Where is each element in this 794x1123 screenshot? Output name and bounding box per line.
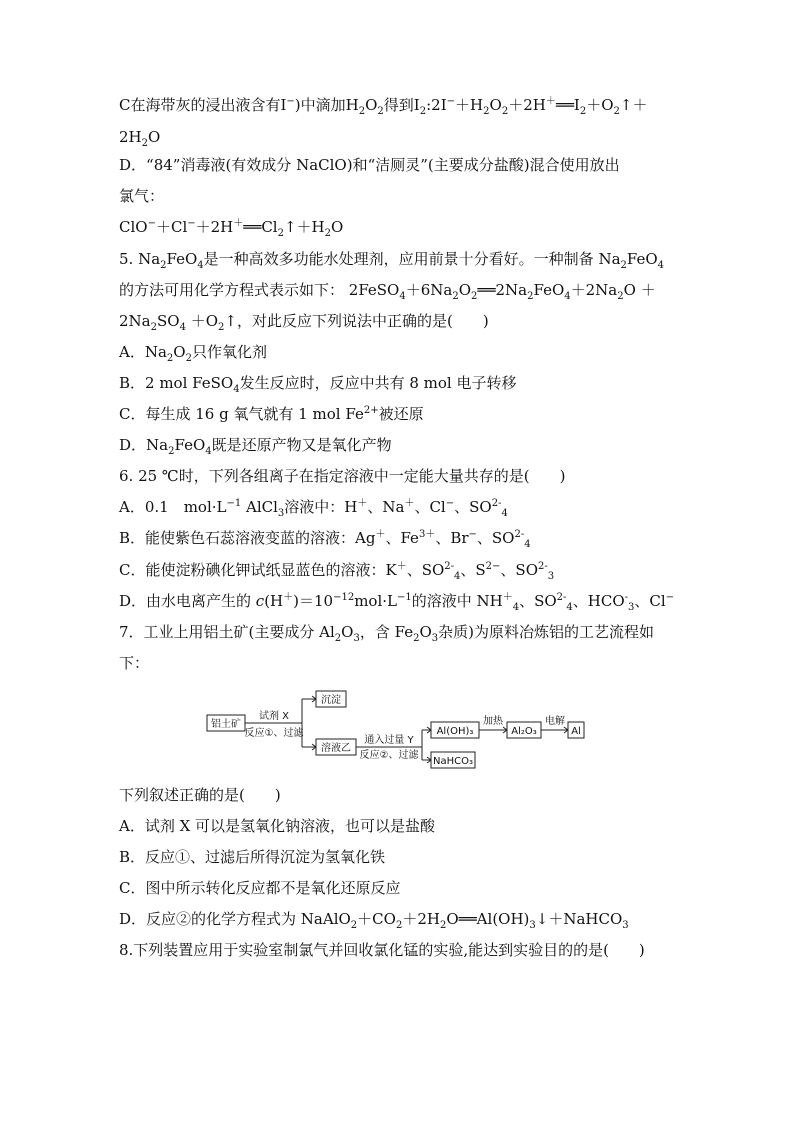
- node-precipitate-label: 沉淀: [321, 695, 341, 706]
- electrolysis-label: 电解: [545, 716, 565, 727]
- line-l19: 下：: [119, 654, 150, 672]
- step2-bottom-label: 反应②、过滤: [359, 750, 419, 761]
- line-l2: $2H_2O$: [119, 128, 161, 149]
- line-l3: D．“84”消毒液(有效成分 NaClO)和“洁厕灵”(主要成分盐酸)混合使用放出: [119, 156, 620, 174]
- line-l13: 6. 25 ℃时，下列各组离子在指定溶液中一定能大量共存的是( ): [119, 467, 566, 485]
- step2-top-label: 通入过量 Y: [364, 735, 414, 746]
- line-l11: C．每生成 16 g 氧气就有 1 mol $Fe^{2+}$被还原: [119, 405, 424, 423]
- line-l25: 8.下列装置应用于实验室制氯气并回收氯化锰的实验,能达到实验目的的是( ): [119, 941, 645, 959]
- line-l6: 5. $Na_2FeO_4$是一种高效多功能水处理剂，应用前景十分看好。一种制备 $Na_2FeO_4$: [119, 250, 665, 271]
- node-al-label: Al: [571, 726, 581, 737]
- node-nahco3-label: NaHCO₃: [433, 756, 473, 767]
- line-l5: $ClO^-+Cl^-+2H^+══Cl_2↑+H_2O$: [119, 218, 344, 239]
- line-l21: A．试剂 X 可以是氢氧化钠溶液，也可以是盐酸: [119, 817, 436, 835]
- line-l17: D．由水电离产生的 $c(H^+)=10^{-12}mol\cdot L^{-1}$的溶液中 $NH^+_4$、$SO^{2-}_4$、$HCO^-_3$、Cl−: [119, 592, 675, 613]
- node-al2o3-label: Al₂O₃: [511, 726, 537, 737]
- step1-top-label: 试剂 X: [258, 711, 290, 722]
- line-l4: 氯气：: [119, 187, 165, 205]
- line-l18: 7．工业上用铝土矿(主要成分 $Al_2O_3$，含 $Fe_2O_3$杂质)为原料冶炼铝的工艺流程如: [119, 623, 655, 644]
- line-l22: B．反应①、过滤后所得沉淀为氢氧化铁: [119, 848, 386, 866]
- line-l20: 下列叙述正确的是( ): [119, 786, 281, 804]
- line-l15: B．能使紫色石蕊溶液变蓝的溶液：Ag＋、$Fe^{3+}$、Br−、$SO^{2-}_4$: [119, 529, 531, 550]
- line-l23: C．图中所示转化反应都不是氧化还原反应: [119, 879, 401, 897]
- line-l24: D．反应②的化学方程式为 $NaAlO_2+CO_2+2H_2O══Al(OH)_3↓+NaHCO_3$: [119, 910, 629, 931]
- process-flowchart: [200, 686, 600, 776]
- node-bauxite-label: 铝土矿: [211, 719, 241, 730]
- line-l7: 的方法可用化学方程式表示如下： $2FeSO_4+6Na_2O_2══2Na_2FeO_4+2Na_2O$ ＋: [119, 281, 656, 302]
- line-l1: C在海带灰的浸出液含有I−)中滴加$H_2O_2$得到$I_2:2I^-+H_2O_2+2H^+══I_2+O_2↑+$: [119, 96, 648, 117]
- line-l10: B．2 mol FeSO$_4$发生反应时，反应中共有 8 mol 电子转移: [119, 374, 517, 395]
- node-solution-label: 溶液乙: [321, 743, 351, 754]
- heat-label: 加热: [483, 716, 503, 727]
- line-l9: A．$Na_2O_2$只作氧化剂: [119, 343, 267, 364]
- line-l12: D．$Na_2FeO_4$既是还原产物又是氧化产物: [119, 436, 392, 457]
- step1-bottom-label: 反应①、过滤: [244, 728, 304, 739]
- line-l8: $2Na_2SO_4$ $+O_2↑$，对此反应下列说法中正确的是( ): [119, 312, 489, 333]
- line-l14: A．0.1 $mol\cdot L^{-1}$ AlCl$_3$溶液中：H＋、Na＋、Cl−、$SO^{2-}_4$: [119, 498, 508, 519]
- line-l16: C．能使淀粉碘化钾试纸显蓝色的溶液：K＋、$SO^{2-}_4$、$S^{2-}$、$SO^{2-}_3$: [119, 561, 555, 582]
- node-aloh3-label: Al(OH)₃: [436, 726, 474, 737]
